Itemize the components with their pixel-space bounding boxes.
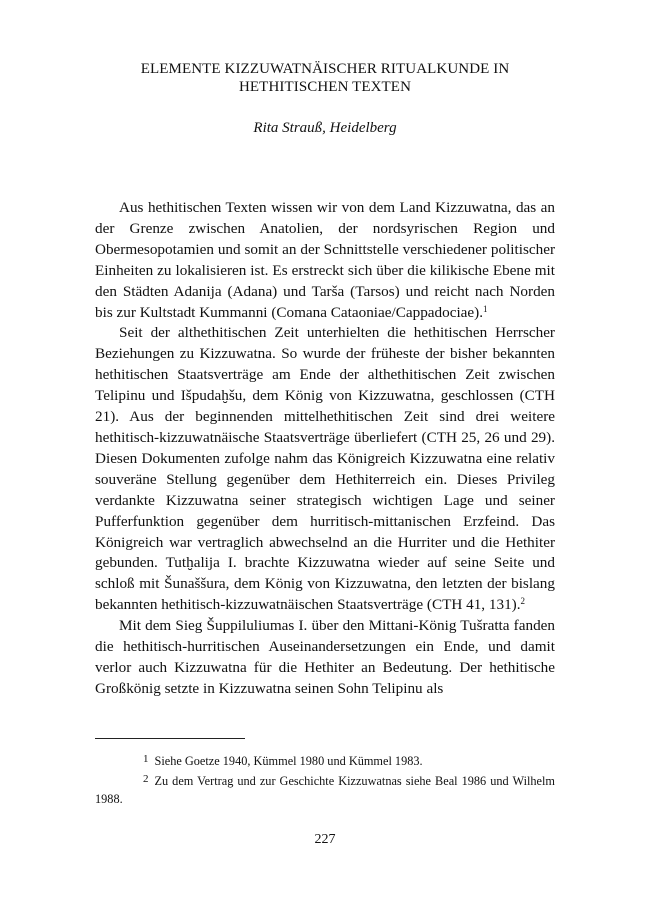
body-text [95,198,555,700]
author-byline: Rita Strauß, Heidelberg [253,120,397,136]
footnote-2-text: Zu dem Vertrag und zur Geschichte Kizzuwatnas siehe Beal 1986 und Wilhelm 1988. [95,774,555,806]
paragraph-1 [95,198,555,323]
footnote-separator [95,738,245,739]
footnote-1 [95,750,555,770]
footnote-ref-1: 1 [483,303,488,314]
paragraph-3 [95,616,555,700]
footnotes [95,750,555,808]
footnote-2 [95,770,555,808]
footnote-1-text: Siehe Goetze 1940, Kümmel 1980 und Kümmel 1983. [154,754,423,768]
footnote-1-number: 1 [143,753,149,765]
paragraph-2 [95,323,555,616]
paragraph-3-text: Mit dem Sieg Šuppiluliumas I. über den Mittani-König Tušratta fanden die hethitisch-hurritischen Auseinandersetzungen ein Ende, und damit verlor auch Kizzuwatna für die Hethiter an Bedeutung. Der hethitische Großkönig setzte in Kizzuwatna seinen Sohn Telipinu als [95,617,555,697]
title-line-1: ELEMENTE KIZZUWATNÄISCHER RITUALKUNDE IN [140,61,510,77]
footnote-2-number: 2 [143,773,149,785]
paragraph-1-text: Aus hethitischen Texten wissen wir von dem Land Kizzuwatna, das an der Grenze zwischen Anatolien, der nordsyrischen Region und Obermesopotamien und somit an der Schnittstelle verschiedener politischer Einheiten zu lokalisieren ist. Es erstreckt sich über die kilikische Ebene mit den Städten Adanija (Adana) und Tarša (Tarsos) und reicht nach Norden bis zur Kultstadt Kummanni (Comana Cataoniae/Cappadociae). [95,199,555,321]
footnote-ref-2: 2 [520,596,526,607]
paragraph-2-text: Seit der althethitischen Zeit unterhielten die hethitischen Herrscher Beziehungen zu Kizzuwatna. So wurde der früheste der bisher bekannten hethitischen Staatsverträge am Ende der althethitischen Zeit zwischen Telipinu und Išpudaḫšu, dem König von Kizzuwatna, geschlossen (CTH 21). Aus der beginnenden mittelhethitischen Zeit sind drei weitere hethitisch-kizzuwatnäische Staatsverträge überliefert (CTH 25, 26 und 29). Diesen Dokumenten zufolge nahm das Königreich Kizzuwatna eine relativ souveräne Stellung gegenüber dem Hethiterreich ein. Dieses Privileg verdankte Kizzuwatna seiner strategisch wichtigen Lage und seiner Pufferfunktion gegenüber dem hurritisch-mittanischen Erzfeind. Das Königreich war vertraglich abwechselnd an die Hurriter und die Hethiter gebunden. Tutḫalija I. brachte Kizzuwatna wieder auf seine Seite und schloß mit Šunaššura, dem König von Kizzuwatna, den letzten der bislang bekannten hethitisch-kizzuwatnäischen Staatsverträge (CTH 41, 131). [95,324,555,614]
page-number: 227 [314,832,336,847]
title-line-2: HETHITISCHEN TEXTEN [238,79,411,95]
article-title [95,60,555,96]
